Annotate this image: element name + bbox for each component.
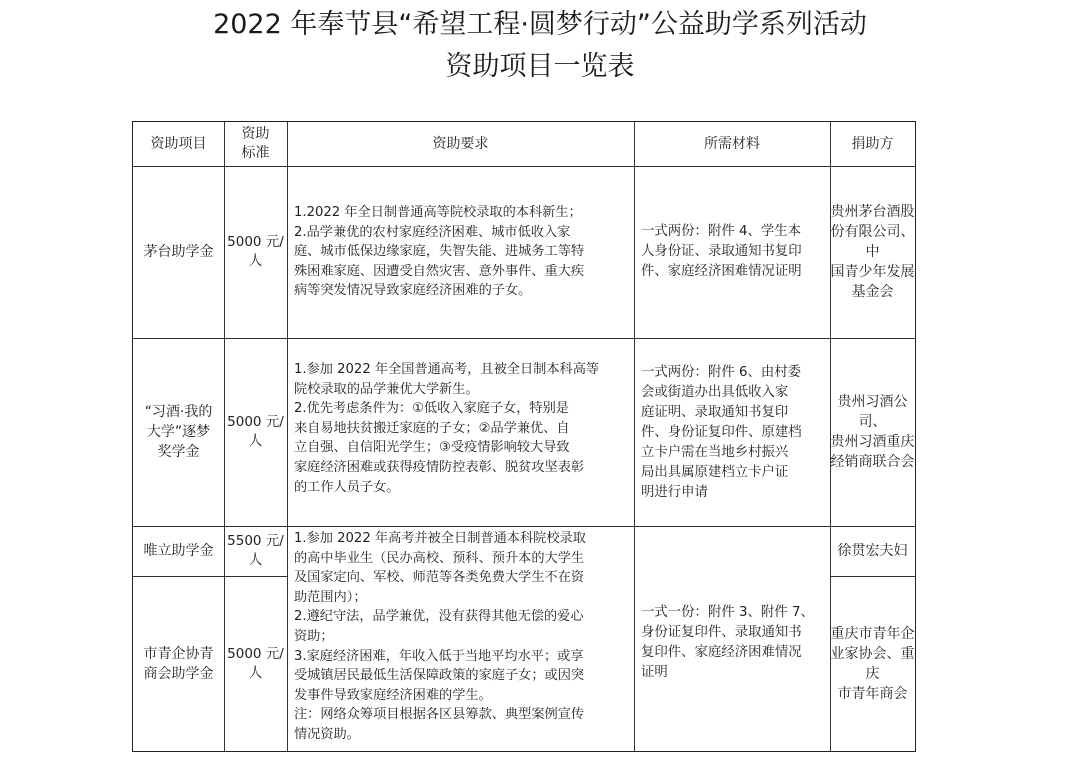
requirement-line: 2.遵纪守法，品学兼优，没有获得其他无偿的爱心 [294,609,584,625]
funding-table [132,121,916,752]
row2-project-line: “习酒·我的 [144,404,213,420]
requirement-line: 受城镇居民最低生活保障政策的家庭子女；或因突 [294,668,585,684]
donor-line: 重庆市青年企 [830,625,915,642]
row3-standard-line2: 人 [248,552,263,568]
donor-line: 基金会 [851,284,894,300]
requirement-line: 立自强、自信阳光学生；③受疫情影响较大导致 [294,440,570,456]
donor-line: 徐贯宏夫妇 [837,543,908,559]
row3-donor [830,526,915,576]
row4-project [133,576,224,751]
material-line: 一式一份：附件 3、附件 7、 [641,605,814,620]
row4-project-line: 市青企协青 [143,645,214,662]
requirement-line: 的工作人员子女。 [294,479,400,495]
row2-materials [641,363,827,503]
requirement-line: 殊困难家庭、因遭受自然灾害、意外事件、重大疾 [294,263,585,279]
donor-line: 贵州茅台酒股 [830,204,915,220]
header-standard-line2: 标准 [241,145,270,161]
col-divider [287,122,288,751]
row1-standard-line2: 人 [248,253,263,269]
row2-standard [224,338,287,526]
requirement-line: 家庭经济困难或获得疫情防控表彰、脱贫攻坚表彰 [294,459,585,475]
header-standard [224,122,287,166]
row4-standard [224,576,287,751]
requirement-line: 及国家定向、军校、师范等各类免费大学生不在资 [294,570,585,586]
material-line: 明进行申请 [641,485,708,500]
requirement-line: 2.品学兼优的农村家庭经济困难、城市低收入家 [294,224,571,240]
material-line: 会或街道办出具低收入家 [641,385,789,400]
material-line: 立卡户需在当地乡村振兴 [641,445,789,460]
material-line: 证明 [641,665,668,680]
row1-project [133,166,224,338]
row2-project-line: 奖学金 [157,444,200,460]
row1-materials [641,222,827,282]
donor-line: 贵州习酒公司、 [837,394,908,430]
header-standard-line1: 资助 [241,126,270,142]
row1-standard [224,166,287,338]
row2-standard-line2: 人 [248,433,263,449]
shared-requirements [294,529,632,745]
requirement-line: 院校录取的品学兼优大学新生。 [294,381,479,397]
material-line: 复印件、家庭经济困难情况 [641,645,802,660]
row1-project-line: 茅台助学金 [143,244,214,260]
requirement-line: 1.参加 2022 年高考并被全日制普通本科院校录取 [294,531,586,546]
requirement-line: 2.优先考虑条件为：①低收入家庭子女，特别是 [294,401,569,417]
donor-line: 业家协会、重庆 [830,645,915,682]
row3-project [133,526,224,576]
row1-standard-line1: 5000 元/ [227,234,284,250]
row2-project-line: 大学”逐梦 [146,424,211,440]
row3-standard-line1: 5500 元/ [227,533,284,549]
material-line: 件、家庭经济困难情况证明 [641,264,802,279]
material-line: 一式两份：附件 4、学生本 [641,224,802,239]
row1-requirements [294,203,632,301]
requirement-line: 1.参加 2022 年全国普通高考，且被全日制本科高等 [294,362,600,377]
material-line: 一式两份：附件 6、由村委 [641,365,802,380]
row2-standard-line1: 5000 元/ [227,414,284,430]
row3-project-line: 唯立助学金 [143,543,214,559]
material-line: 庭证明、录取通知书复印 [641,405,789,420]
row4-project-line: 商会助学金 [143,665,214,682]
requirement-line: 3.家庭经济困难，年收入低于当地平均水平；或享 [294,648,584,664]
row2-donor [830,338,915,526]
requirement-line: 助范围内）； [294,589,367,605]
requirement-line: 资助； [294,628,334,644]
row4-standard-line2: 人 [248,664,263,681]
donor-line: 市青年商会 [837,685,908,702]
material-line: 局出具属原建档立卡户证 [641,465,789,480]
donor-line: 贵州习酒重庆 [830,434,915,450]
document-title-line1: 2022 年奉节县“希望工程·圆梦行动”公益助学系列活动 [213,9,867,40]
donor-line: 国青少年发展 [830,264,915,280]
row4-donor [830,576,915,751]
col-divider [634,122,635,751]
header-materials: 所需材料 [704,136,760,152]
donor-line: 经销商联合会 [830,454,915,470]
requirement-line: 1.2022 年全日制普通高等院校录取的本科新生； [294,205,582,220]
requirement-line: 情况资助。 [294,726,360,742]
requirement-line: 庭、城市低保边缘家庭，失智失能、进城务工等特 [294,244,585,260]
row1-donor [830,166,915,338]
document-title-line2: 资助项目一览表 [445,51,635,82]
row4-standard-line1: 5000 元/ [227,645,284,662]
requirement-line: 来自易地扶贫搬迁家庭的子女；②品学兼优、自 [294,420,570,436]
shared-materials [641,603,827,683]
header-requirements: 资助要求 [432,136,489,152]
header-donor: 捐助方 [851,136,894,152]
row2-project [133,338,224,526]
requirement-line: 发事件导致家庭经济困难的学生。 [294,687,492,703]
donor-line: 份有限公司、中 [830,224,915,260]
material-line: 人身份证、录取通知书复印 [641,244,802,259]
material-line: 身份证复印件、录取通知书 [641,625,802,640]
row3-standard [224,526,287,576]
requirement-line: 病等突发情况导致家庭经济困难的子女。 [294,283,532,299]
requirement-line: 注：网络众筹项目根据各区县筹款、典型案例宣传 [294,707,585,723]
row2-requirements [294,360,632,497]
header-project: 资助项目 [150,136,207,152]
requirement-line: 的高中毕业生（民办高校、预科、预升本的大学生 [294,550,585,566]
material-line: 件、身份证复印件、原建档 [641,425,802,440]
